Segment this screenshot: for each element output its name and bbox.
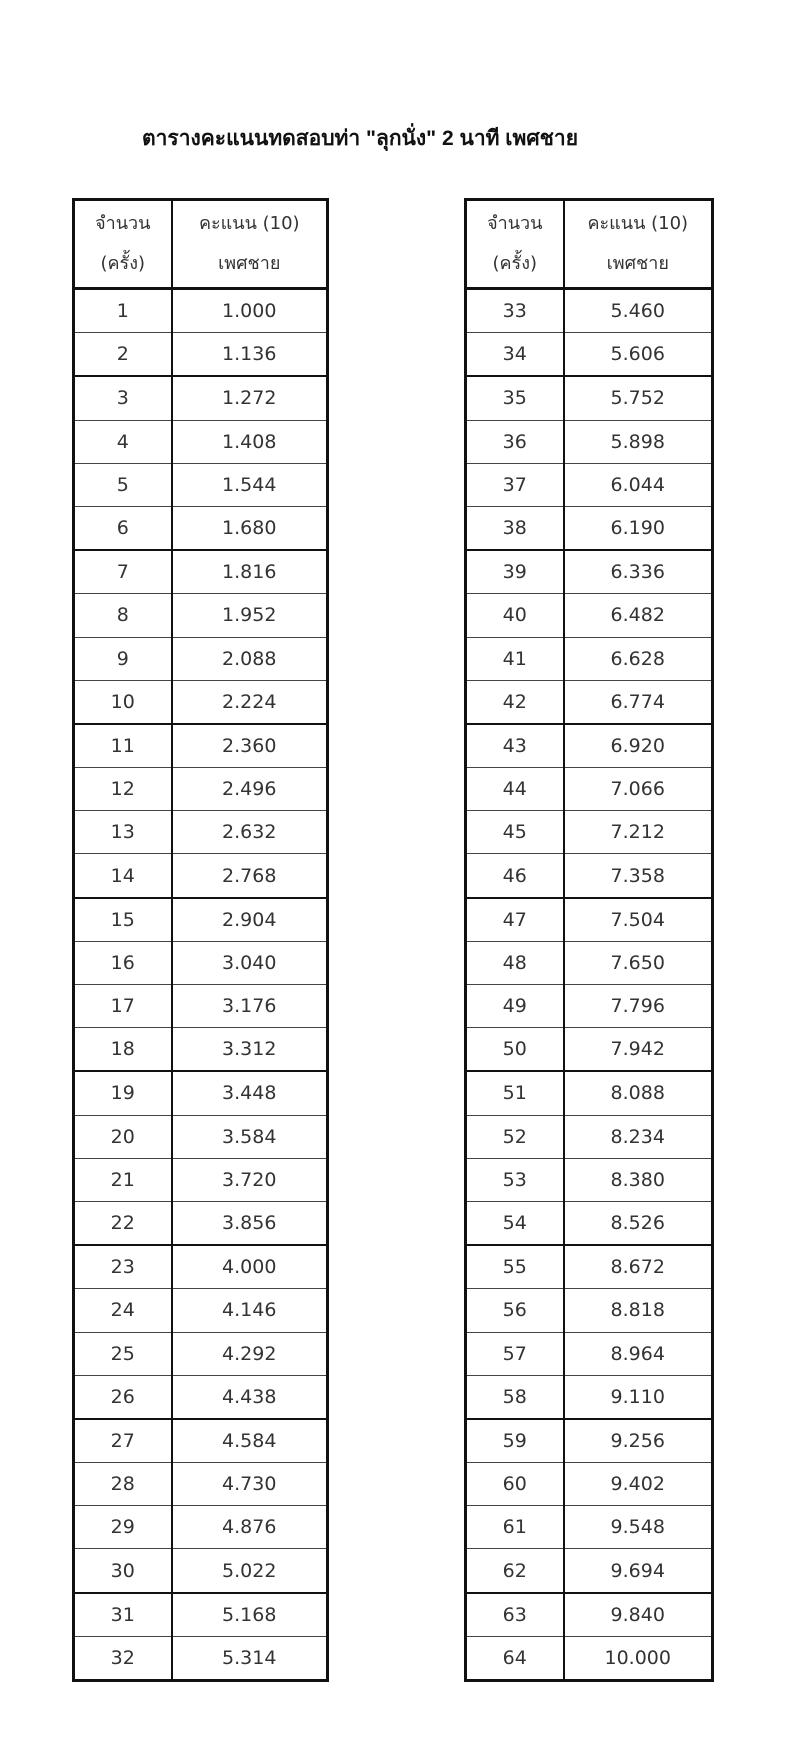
table-row bbox=[74, 1636, 328, 1680]
count-cell: 55 bbox=[466, 1245, 564, 1289]
count-header-line2: (ครั้ง) bbox=[492, 253, 538, 274]
count-cell: 40 bbox=[466, 594, 564, 637]
count-cell: 47 bbox=[466, 898, 564, 942]
score-table-right-body bbox=[466, 289, 713, 1681]
table-row bbox=[466, 463, 713, 506]
table-row bbox=[74, 941, 328, 984]
count-cell: 59 bbox=[466, 1419, 564, 1463]
score-cell: 5.022 bbox=[172, 1549, 328, 1593]
table-row bbox=[74, 1158, 328, 1201]
score-cell: 6.190 bbox=[564, 506, 713, 550]
count-cell: 43 bbox=[466, 724, 564, 768]
table-row bbox=[74, 768, 328, 811]
score-cell: 1.272 bbox=[172, 376, 328, 420]
table-row bbox=[74, 1071, 328, 1115]
score-cell: 3.856 bbox=[172, 1201, 328, 1245]
table-row bbox=[466, 1463, 713, 1506]
table-row bbox=[74, 506, 328, 550]
table-row bbox=[74, 724, 328, 768]
table-row bbox=[74, 898, 328, 942]
table-row bbox=[74, 1245, 328, 1289]
count-cell: 25 bbox=[74, 1332, 172, 1375]
score-cell: 2.768 bbox=[172, 854, 328, 898]
count-cell: 7 bbox=[74, 550, 172, 594]
count-cell: 12 bbox=[74, 768, 172, 811]
count-cell: 58 bbox=[466, 1375, 564, 1419]
table-row bbox=[74, 985, 328, 1028]
table-row bbox=[466, 1506, 713, 1549]
count-cell: 64 bbox=[466, 1636, 564, 1680]
score-cell: 1.680 bbox=[172, 506, 328, 550]
score-cell: 5.898 bbox=[564, 420, 713, 463]
table-row bbox=[74, 1375, 328, 1419]
score-cell: 4.876 bbox=[172, 1506, 328, 1549]
table-row bbox=[466, 941, 713, 984]
count-cell: 14 bbox=[74, 854, 172, 898]
score-cell: 1.816 bbox=[172, 550, 328, 594]
table-row bbox=[74, 1506, 328, 1549]
score-cell: 7.504 bbox=[564, 898, 713, 942]
score-cell: 7.358 bbox=[564, 854, 713, 898]
table-row bbox=[74, 463, 328, 506]
count-cell: 13 bbox=[74, 811, 172, 854]
count-cell: 8 bbox=[74, 594, 172, 637]
score-cell: 9.548 bbox=[564, 1506, 713, 1549]
count-cell: 15 bbox=[74, 898, 172, 942]
table-row bbox=[74, 1201, 328, 1245]
count-cell: 24 bbox=[74, 1289, 172, 1332]
score-cell: 6.628 bbox=[564, 637, 713, 680]
table-row bbox=[466, 1419, 713, 1463]
table-row bbox=[466, 1245, 713, 1289]
count-cell: 61 bbox=[466, 1506, 564, 1549]
score-cell: 8.088 bbox=[564, 1071, 713, 1115]
count-cell: 29 bbox=[74, 1506, 172, 1549]
score-cell: 2.360 bbox=[172, 724, 328, 768]
table-row bbox=[74, 550, 328, 594]
table-row bbox=[466, 1158, 713, 1201]
count-cell: 54 bbox=[466, 1201, 564, 1245]
table-row bbox=[466, 854, 713, 898]
score-column-header bbox=[564, 200, 713, 289]
count-cell: 32 bbox=[74, 1636, 172, 1680]
score-cell: 3.176 bbox=[172, 985, 328, 1028]
table-row bbox=[466, 289, 713, 333]
count-cell: 42 bbox=[466, 680, 564, 724]
table-row bbox=[466, 1375, 713, 1419]
table-row bbox=[466, 1593, 713, 1637]
score-cell: 4.438 bbox=[172, 1375, 328, 1419]
count-column-header bbox=[466, 200, 564, 289]
table-row bbox=[466, 1289, 713, 1332]
count-cell: 33 bbox=[466, 289, 564, 333]
score-cell: 8.818 bbox=[564, 1289, 713, 1332]
table-row bbox=[74, 1028, 328, 1072]
score-table-left bbox=[72, 198, 329, 1682]
score-cell: 7.796 bbox=[564, 985, 713, 1028]
table-row bbox=[466, 1636, 713, 1680]
table-row bbox=[466, 768, 713, 811]
count-cell: 51 bbox=[466, 1071, 564, 1115]
count-cell: 35 bbox=[466, 376, 564, 420]
score-cell: 7.650 bbox=[564, 941, 713, 984]
count-cell: 39 bbox=[466, 550, 564, 594]
score-cell: 4.000 bbox=[172, 1245, 328, 1289]
table-row bbox=[466, 1332, 713, 1375]
table-row bbox=[466, 637, 713, 680]
score-column-header bbox=[172, 200, 328, 289]
score-cell: 8.380 bbox=[564, 1158, 713, 1201]
count-cell: 16 bbox=[74, 941, 172, 984]
count-cell: 5 bbox=[74, 463, 172, 506]
count-cell: 17 bbox=[74, 985, 172, 1028]
score-cell: 7.066 bbox=[564, 768, 713, 811]
score-cell: 3.584 bbox=[172, 1115, 328, 1158]
count-cell: 2 bbox=[74, 333, 172, 377]
table-row bbox=[466, 506, 713, 550]
count-cell: 38 bbox=[466, 506, 564, 550]
score-cell: 2.632 bbox=[172, 811, 328, 854]
count-cell: 45 bbox=[466, 811, 564, 854]
table-row bbox=[74, 420, 328, 463]
score-cell: 5.752 bbox=[564, 376, 713, 420]
count-cell: 41 bbox=[466, 637, 564, 680]
table-row bbox=[74, 1419, 328, 1463]
count-cell: 57 bbox=[466, 1332, 564, 1375]
count-column-header bbox=[74, 200, 172, 289]
count-cell: 44 bbox=[466, 768, 564, 811]
score-cell: 6.482 bbox=[564, 594, 713, 637]
score-cell: 6.920 bbox=[564, 724, 713, 768]
count-cell: 26 bbox=[74, 1375, 172, 1419]
count-cell: 34 bbox=[466, 333, 564, 377]
count-cell: 60 bbox=[466, 1463, 564, 1506]
table-row bbox=[466, 1549, 713, 1593]
table-row bbox=[466, 1201, 713, 1245]
count-cell: 37 bbox=[466, 463, 564, 506]
score-cell: 2.496 bbox=[172, 768, 328, 811]
table-row bbox=[74, 333, 328, 377]
table-row bbox=[74, 680, 328, 724]
score-header-line2: เพศชาย bbox=[218, 253, 281, 274]
count-cell: 56 bbox=[466, 1289, 564, 1332]
table-row bbox=[74, 1549, 328, 1593]
table-row bbox=[74, 811, 328, 854]
count-cell: 18 bbox=[74, 1028, 172, 1072]
score-cell: 6.336 bbox=[564, 550, 713, 594]
score-cell: 9.256 bbox=[564, 1419, 713, 1463]
table-row bbox=[466, 985, 713, 1028]
table-row bbox=[466, 724, 713, 768]
score-cell: 2.088 bbox=[172, 637, 328, 680]
table-row bbox=[74, 1289, 328, 1332]
count-cell: 52 bbox=[466, 1115, 564, 1158]
score-header-line1: คะแนน (10) bbox=[587, 213, 689, 234]
table-row bbox=[74, 1463, 328, 1506]
table-row bbox=[466, 1071, 713, 1115]
count-cell: 4 bbox=[74, 420, 172, 463]
table-row bbox=[74, 637, 328, 680]
score-cell: 7.942 bbox=[564, 1028, 713, 1072]
count-cell: 6 bbox=[74, 506, 172, 550]
count-cell: 49 bbox=[466, 985, 564, 1028]
count-cell: 28 bbox=[74, 1463, 172, 1506]
score-cell: 8.234 bbox=[564, 1115, 713, 1158]
count-cell: 22 bbox=[74, 1201, 172, 1245]
count-cell: 53 bbox=[466, 1158, 564, 1201]
count-cell: 46 bbox=[466, 854, 564, 898]
score-cell: 3.312 bbox=[172, 1028, 328, 1072]
score-table-left-body bbox=[74, 289, 328, 1681]
count-cell: 11 bbox=[74, 724, 172, 768]
score-header-line1: คะแนน (10) bbox=[198, 213, 300, 234]
count-cell: 62 bbox=[466, 1549, 564, 1593]
table-row bbox=[466, 594, 713, 637]
count-cell: 31 bbox=[74, 1593, 172, 1637]
count-cell: 10 bbox=[74, 680, 172, 724]
score-cell: 8.672 bbox=[564, 1245, 713, 1289]
score-cell: 10.000 bbox=[564, 1636, 713, 1680]
score-cell: 4.292 bbox=[172, 1332, 328, 1375]
count-cell: 48 bbox=[466, 941, 564, 984]
count-cell: 9 bbox=[74, 637, 172, 680]
count-cell: 50 bbox=[466, 1028, 564, 1072]
table-row bbox=[466, 680, 713, 724]
score-cell: 1.136 bbox=[172, 333, 328, 377]
score-cell: 9.110 bbox=[564, 1375, 713, 1419]
count-cell: 1 bbox=[74, 289, 172, 333]
count-header-line2: (ครั้ง) bbox=[100, 253, 146, 274]
score-cell: 6.774 bbox=[564, 680, 713, 724]
score-cell: 5.314 bbox=[172, 1636, 328, 1680]
document-title: ตารางคะแนนทดสอบท่า "ลุกนั่ง" 2 นาที เพศชาย bbox=[141, 127, 579, 150]
table-row bbox=[466, 1028, 713, 1072]
table-row bbox=[466, 898, 713, 942]
table-row bbox=[74, 1593, 328, 1637]
score-cell: 3.448 bbox=[172, 1071, 328, 1115]
score-cell: 3.720 bbox=[172, 1158, 328, 1201]
score-cell: 8.964 bbox=[564, 1332, 713, 1375]
count-cell: 19 bbox=[74, 1071, 172, 1115]
table-row bbox=[74, 376, 328, 420]
score-cell: 6.044 bbox=[564, 463, 713, 506]
table-row bbox=[466, 550, 713, 594]
score-cell: 8.526 bbox=[564, 1201, 713, 1245]
count-cell: 21 bbox=[74, 1158, 172, 1201]
table-row bbox=[466, 420, 713, 463]
table-row bbox=[74, 289, 328, 333]
table-row bbox=[466, 333, 713, 377]
table-row bbox=[74, 1332, 328, 1375]
count-cell: 36 bbox=[466, 420, 564, 463]
score-cell: 5.460 bbox=[564, 289, 713, 333]
table-row bbox=[74, 594, 328, 637]
score-cell: 1.000 bbox=[172, 289, 328, 333]
score-cell: 5.168 bbox=[172, 1593, 328, 1637]
count-cell: 27 bbox=[74, 1419, 172, 1463]
score-cell: 7.212 bbox=[564, 811, 713, 854]
score-cell: 1.952 bbox=[172, 594, 328, 637]
count-cell: 20 bbox=[74, 1115, 172, 1158]
score-cell: 1.544 bbox=[172, 463, 328, 506]
score-cell: 4.584 bbox=[172, 1419, 328, 1463]
count-cell: 30 bbox=[74, 1549, 172, 1593]
table-row bbox=[466, 811, 713, 854]
score-cell: 9.402 bbox=[564, 1463, 713, 1506]
score-cell: 2.224 bbox=[172, 680, 328, 724]
count-header-line1: จำนวน bbox=[487, 213, 543, 234]
count-cell: 23 bbox=[74, 1245, 172, 1289]
score-cell: 3.040 bbox=[172, 941, 328, 984]
count-header-line1: จำนวน bbox=[95, 213, 151, 234]
score-cell: 4.146 bbox=[172, 1289, 328, 1332]
table-row bbox=[74, 1115, 328, 1158]
count-cell: 63 bbox=[466, 1593, 564, 1637]
score-table-right bbox=[464, 198, 714, 1682]
score-cell: 9.840 bbox=[564, 1593, 713, 1637]
table-row bbox=[466, 376, 713, 420]
score-cell: 4.730 bbox=[172, 1463, 328, 1506]
count-cell: 3 bbox=[74, 376, 172, 420]
table-row bbox=[466, 1115, 713, 1158]
score-cell: 2.904 bbox=[172, 898, 328, 942]
table-header-row bbox=[74, 200, 328, 289]
score-cell: 5.606 bbox=[564, 333, 713, 377]
table-header-row bbox=[466, 200, 713, 289]
score-header-line2: เพศชาย bbox=[606, 253, 669, 274]
table-row bbox=[74, 854, 328, 898]
score-cell: 9.694 bbox=[564, 1549, 713, 1593]
score-cell: 1.408 bbox=[172, 420, 328, 463]
